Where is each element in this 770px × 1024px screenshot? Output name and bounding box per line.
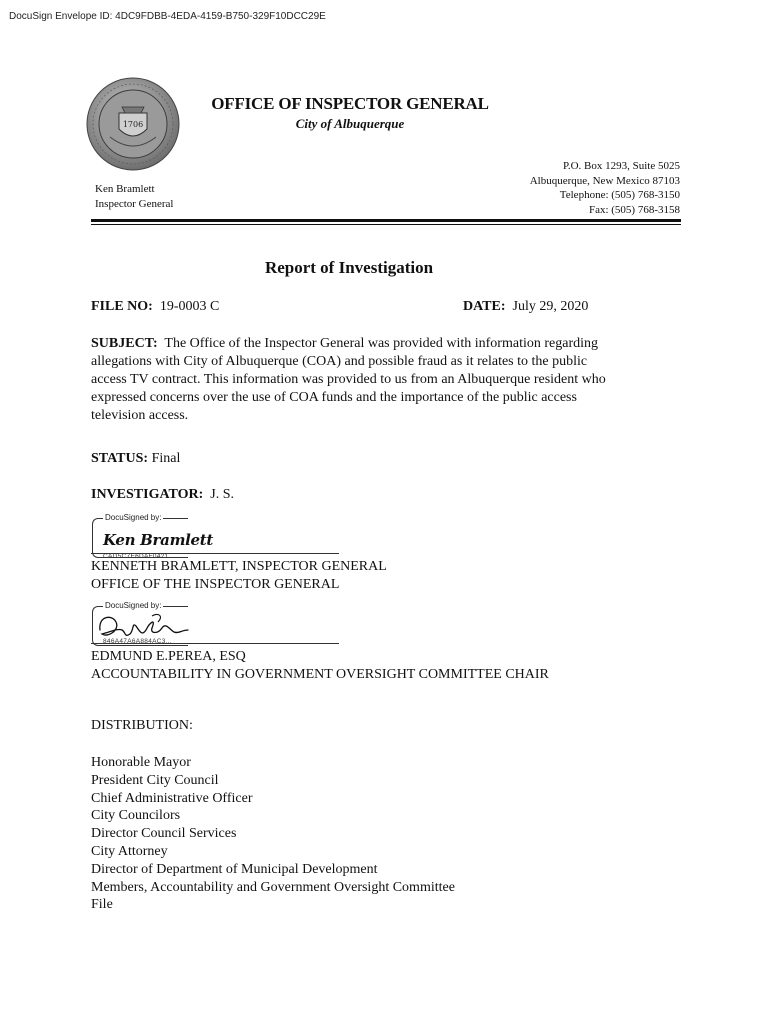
subject-text: The Office of the Inspector General was provided with information regarding allegations with City of Albuquerque (COA) and possible fraud as it relates to the public access TV contract. This information was provided to us from an Albuquerque resident who expressed concerns over the use of COA funds and the importance of the public access television access.	[91, 336, 606, 423]
subject-paragraph	[91, 335, 611, 425]
header-divider-thick	[91, 219, 681, 222]
file-number-value: 19-0003 C	[159, 299, 220, 314]
address-line: Albuquerque, New Mexico 87103	[529, 174, 680, 187]
list-item: President City Council	[91, 772, 219, 788]
docusigned-label-2: DocuSigned by:	[105, 601, 162, 610]
list-item: Director of Department of Municipal Development	[91, 861, 378, 877]
inspector-name: Ken Bramlett	[95, 183, 155, 195]
address-line: P.O. Box 1293, Suite 5025	[562, 160, 680, 172]
signer-2	[91, 648, 549, 683]
report-date	[463, 299, 588, 315]
signature-hash-2: 846A47A6A884AC3...	[103, 638, 173, 645]
investigator-label: INVESTIGATOR:	[91, 487, 204, 502]
report-title: Report of Investigation	[264, 258, 434, 277]
distribution-heading: DISTRIBUTION:	[91, 718, 193, 733]
office-title: OFFICE OF INSPECTOR GENERAL	[211, 94, 489, 113]
docusigned-label-1: DocuSigned by:	[105, 513, 162, 522]
list-item: Honorable Mayor	[91, 755, 191, 770]
signer-name-2: EDMUND E.PEREA, ESQ	[91, 649, 246, 664]
office-city: City of Albuquerque	[295, 116, 405, 131]
status-label: STATUS:	[91, 451, 149, 466]
signer-name-1: KENNETH BRAMLETT, INSPECTOR GENERAL	[91, 559, 387, 574]
seal-year: 1706	[122, 120, 144, 129]
signature-ken-bramlett: Ken Bramlett	[103, 531, 214, 549]
subject-label: SUBJECT:	[91, 336, 158, 351]
investigator-line	[91, 487, 234, 503]
inspector-role: Inspector General	[95, 197, 174, 210]
list-item: File	[91, 897, 113, 913]
status-line	[91, 451, 180, 467]
distribution-list	[91, 754, 455, 914]
list-item: City Attorney	[91, 843, 168, 859]
investigator-value: J. S.	[210, 487, 235, 502]
status-value: Final	[151, 451, 181, 466]
signer-1	[91, 558, 387, 593]
signer-title-2: ACCOUNTABILITY IN GOVERNMENT OVERSIGHT COMMITTEE CHAIR	[91, 666, 549, 682]
fax-line: Fax: (505) 768-3158	[588, 203, 680, 216]
file-number-label: FILE NO:	[91, 299, 153, 314]
list-item: Members, Accountability and Government Oversight Committee	[91, 879, 455, 895]
inspector-general-block	[95, 182, 174, 211]
office-address	[530, 159, 680, 217]
city-seal-icon	[86, 77, 180, 171]
date-value: July 29, 2020	[512, 299, 589, 314]
list-item: Chief Administrative Officer	[91, 790, 253, 806]
header-divider-thin	[91, 224, 681, 225]
date-label: DATE:	[463, 299, 506, 314]
telephone-line: Telephone: (505) 768-3150	[559, 189, 680, 201]
list-item: Director Council Services	[91, 826, 237, 842]
signature-hash-1: CAD5C7E6DAF0421...	[103, 553, 175, 560]
file-number	[91, 299, 219, 315]
signer-title-1: OFFICE OF THE INSPECTOR GENERAL	[91, 576, 340, 592]
docusign-envelope-id: DocuSign Envelope ID: 4DC9FDBB-4EDA-4159-B750-329F10DCC29E	[9, 11, 326, 22]
list-item: City Councilors	[91, 808, 181, 824]
